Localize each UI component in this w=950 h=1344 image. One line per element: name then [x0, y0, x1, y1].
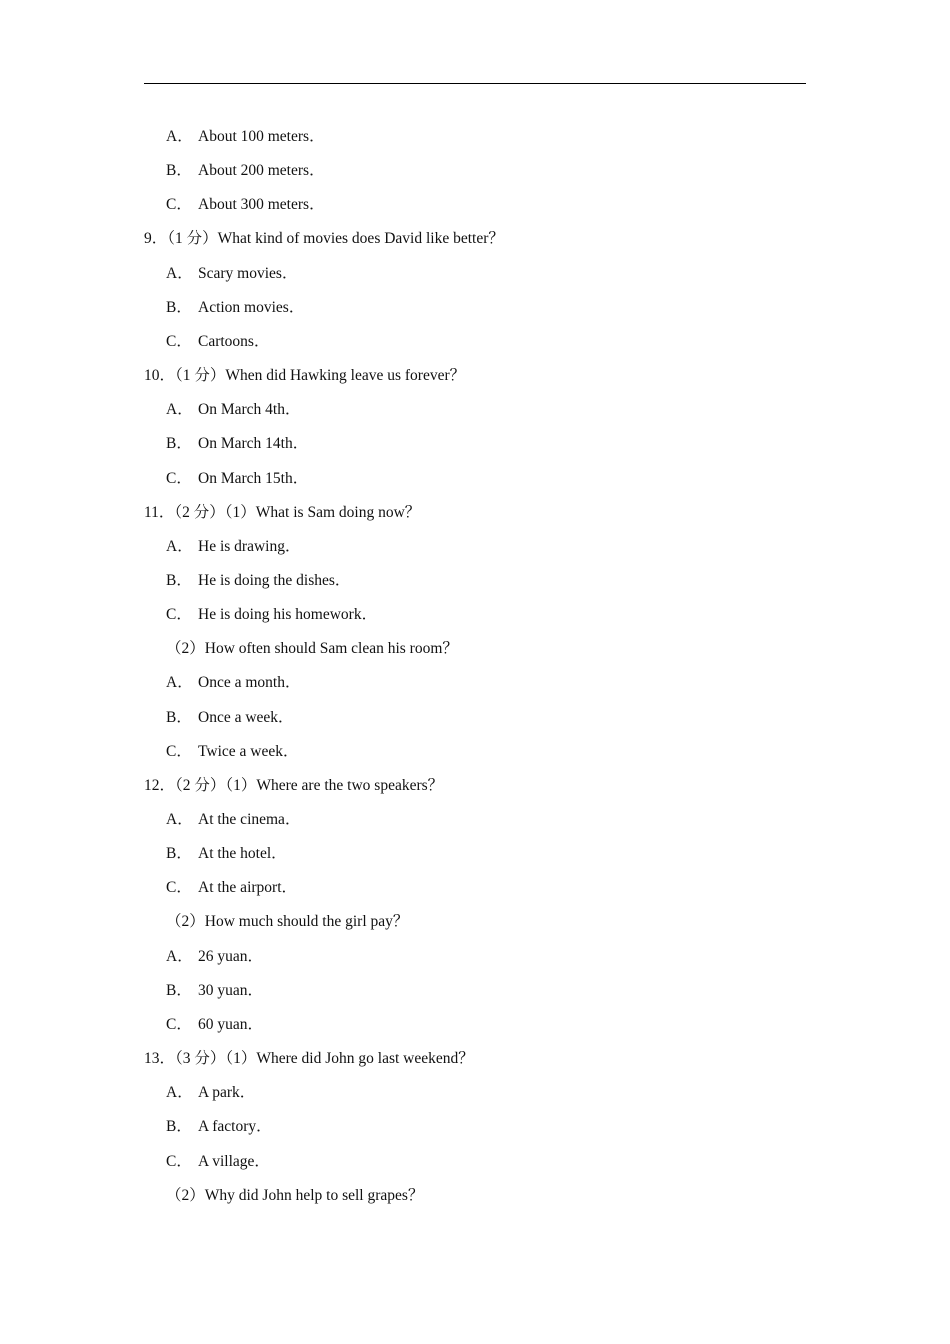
option-text: Scary movies．: [198, 264, 298, 282]
answer-option: [166, 195, 325, 215]
option-text: At the hotel．: [198, 845, 287, 863]
option-text: Once a month．: [198, 674, 301, 692]
option-text: About 200 meters．: [198, 162, 325, 180]
option-letter: B．: [166, 435, 192, 453]
answer-option: [166, 1083, 255, 1103]
answer-option: [166, 673, 300, 693]
option-letter: B．: [166, 572, 192, 589]
option-letter: A．: [166, 264, 193, 282]
option-text: 30 yuan．: [198, 981, 264, 999]
answer-option: [166, 947, 263, 967]
option-letter: A．: [166, 947, 193, 965]
option-letter: B．: [166, 708, 192, 726]
option-text: At the airport．: [198, 879, 298, 897]
answer-option: [166, 878, 297, 898]
answer-option: [166, 605, 377, 625]
answer-option: [166, 1015, 263, 1035]
option-text: He is drawing．: [198, 537, 301, 555]
question-stem: 11．（2 分）（1）What is Sam doing now？: [144, 503, 421, 521]
option-text: Twice a week．: [198, 742, 299, 760]
option-letter: C．: [166, 606, 192, 624]
option-letter: B．: [166, 298, 192, 316]
answer-option: [166, 264, 297, 284]
option-letter: A．: [166, 537, 193, 555]
answer-option: [166, 708, 294, 728]
option-text: A park．: [198, 1084, 256, 1102]
option-letter: A．: [166, 1084, 193, 1102]
answer-option: [166, 981, 263, 1001]
option-text: On March 14th．: [198, 435, 309, 453]
option-text: On March 4th．: [198, 401, 301, 419]
answer-option: [166, 1152, 270, 1172]
option-text: Action movies．: [198, 298, 305, 316]
option-letter: C．: [166, 1152, 192, 1170]
answer-option: [166, 332, 269, 352]
option-letter: B．: [166, 162, 192, 180]
option-letter: B．: [166, 1118, 192, 1136]
answer-option: [166, 298, 304, 318]
option-letter: B．: [166, 981, 192, 999]
answer-option: [166, 469, 308, 489]
answer-option: [166, 810, 300, 830]
option-text: Once a week．: [198, 708, 294, 726]
question-stem: 13．（3 分）（1）Where did John go last weekend？: [144, 1050, 474, 1067]
option-letter: C．: [166, 1015, 192, 1033]
answer-option: [166, 1117, 272, 1137]
sub-question: （2）How often should Sam clean his room？: [166, 640, 458, 658]
option-text: At the cinema．: [198, 811, 301, 828]
answer-option: [166, 400, 300, 420]
option-letter: B．: [166, 845, 192, 863]
option-text: A village．: [198, 1152, 270, 1170]
question-stem: 12．（2 分）（1）Where are the two speakers？: [144, 776, 444, 794]
question-stem: 9．（1 分）What kind of movies does David like better？: [144, 230, 504, 248]
answer-option: [166, 537, 300, 557]
option-text: He is doing his homework．: [198, 606, 378, 624]
sub-question: （2）Why did John help to sell grapes？: [166, 1186, 424, 1204]
option-text: About 100 meters．: [198, 128, 325, 145]
option-text: 60 yuan．: [198, 1015, 264, 1033]
option-text: Cartoons．: [198, 332, 270, 350]
sub-question: （2）How much should the girl pay？: [166, 913, 409, 931]
option-letter: C．: [166, 879, 192, 897]
answer-option: [166, 127, 325, 147]
option-text: A factory．: [198, 1118, 272, 1136]
answer-option: [166, 844, 287, 864]
option-letter: C．: [166, 742, 192, 760]
option-letter: A．: [166, 674, 193, 692]
answer-option: [166, 742, 298, 762]
header-rule: [144, 83, 806, 84]
option-text: On March 15th．: [198, 469, 309, 487]
answer-option: [166, 434, 308, 454]
option-text: 26 yuan．: [198, 947, 264, 965]
option-text: He is doing the dishes．: [198, 572, 351, 589]
option-letter: A．: [166, 401, 193, 419]
answer-option: [166, 571, 350, 591]
option-letter: C．: [166, 469, 192, 487]
option-letter: C．: [166, 196, 192, 214]
option-letter: C．: [166, 332, 192, 350]
option-letter: A．: [166, 128, 193, 145]
option-text: About 300 meters．: [198, 196, 325, 214]
answer-option: [166, 161, 325, 181]
option-letter: A．: [166, 811, 193, 828]
question-stem: 10．（1 分）When did Hawking leave us forever？: [144, 367, 466, 384]
